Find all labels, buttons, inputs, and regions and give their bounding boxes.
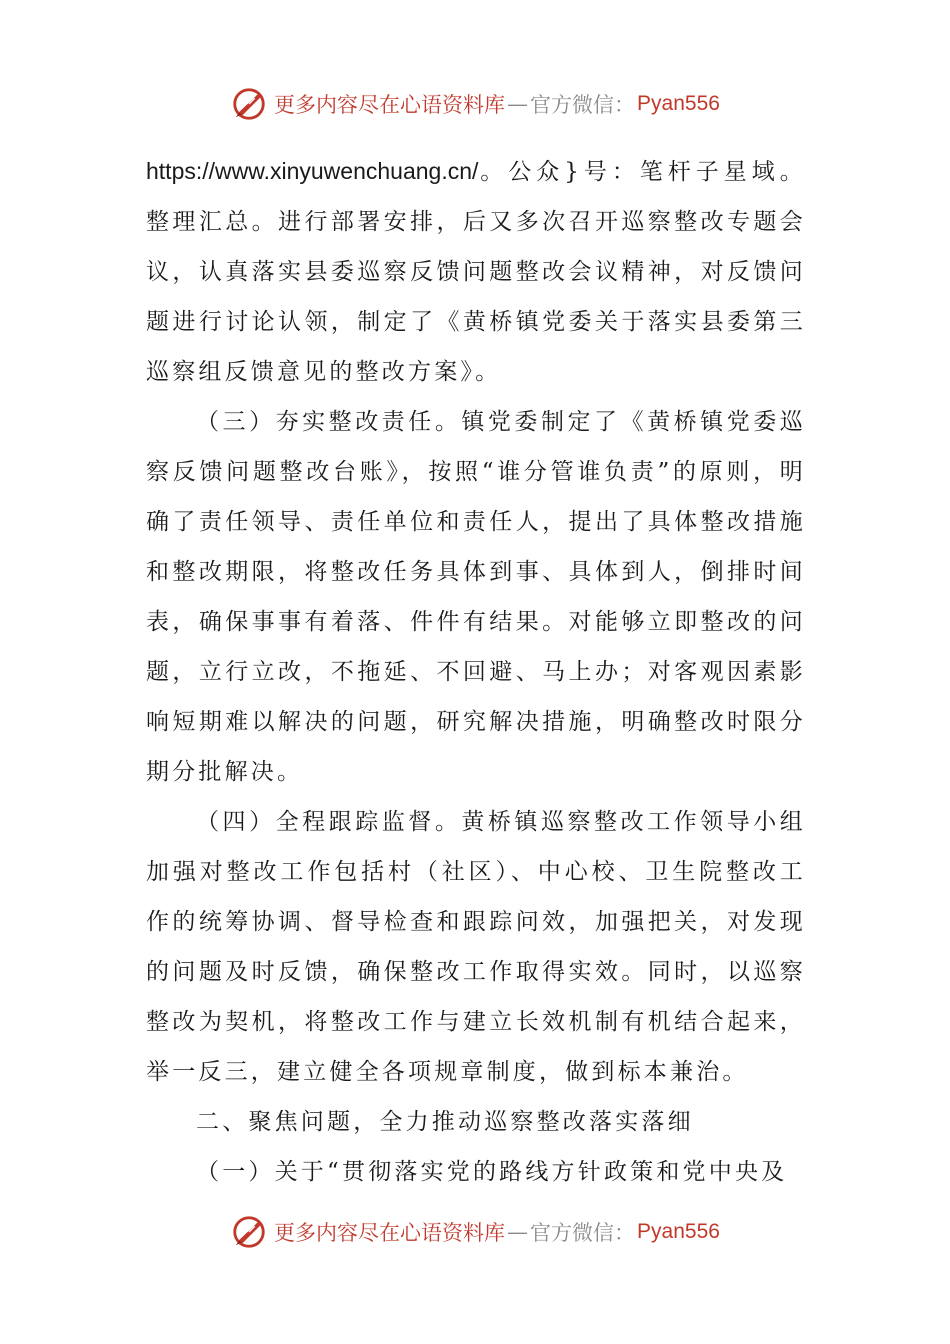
header-watermark-banner [0, 80, 950, 128]
footer-watermark-banner [0, 1208, 950, 1256]
watermark-brand-text: 更多内容尽在心语资料库 [274, 1221, 506, 1245]
watermark-dash: — [507, 1220, 529, 1244]
quill-pen-logo-icon [230, 85, 268, 123]
source-url-link[interactable]: https://www.xinyuwenchuang.cn/ [146, 158, 479, 184]
watermark-wechat-id: Pyan556 [637, 92, 720, 115]
paragraph-4-supervision: （四）全程跟踪监督。黄桥镇巡察整改工作领导小组加强对整改工作包括村（社区）、中心校、卫生院整改工作的统筹协调、督导检查和跟踪问效，加强把关，对发现的问题及时反馈，确保整改工作取得实效。同时，以巡察整改为契机，将整改工作与建立长效机制有机结合起来，举一反三，建立健全各项规章制度，做到标本兼治。 [146, 809, 806, 1085]
watermark-brand-text: 更多内容尽在心语资料库 [274, 93, 506, 117]
watermark-dash: — [507, 92, 529, 116]
paragraph-1 [146, 146, 806, 397]
paragraph-5-start: （一）关于“贯彻落实党的路线方针政策和党中央及 [196, 1159, 788, 1185]
document-body [146, 146, 806, 1197]
section-heading-2: 二、聚焦问题，全力推动巡察整改落实落细 [196, 1109, 694, 1135]
watermark-official-label: 官方微信： [530, 1221, 636, 1245]
paragraph-3-responsibility: （三）夯实整改责任。镇党委制定了《黄桥镇党委巡察反馈问题整改台账》，按照“谁分管谁负责”的原则，明确了责任领导、责任单位和责任人，提出了具体整改措施和整改期限，将整改任务具体到事、具体到人，倒排时间表，确保事事有着落、件件有结果。对能够立即整改的问题，立行立改，不拖延、不回避、马上办；对客观因素影响短期难以解决的问题，研究解决措施，明确整改时限分期分批解决。 [146, 409, 806, 785]
watermark-official-label: 官方微信： [530, 93, 636, 117]
quill-pen-logo-icon [230, 1213, 268, 1251]
paragraph-1-text: 。公众}号：笔杆子星域。整理汇总。进行部署安排，后又多次召开巡察整改专题会议，认真落实县委巡察反馈问题整改会议精神，对反馈问题进行讨论认领，制定了《黄桥镇党委关于落实县委第三巡察组反馈意见的整改方案》。 [146, 159, 806, 385]
watermark-wechat-id: Pyan556 [637, 1220, 720, 1243]
